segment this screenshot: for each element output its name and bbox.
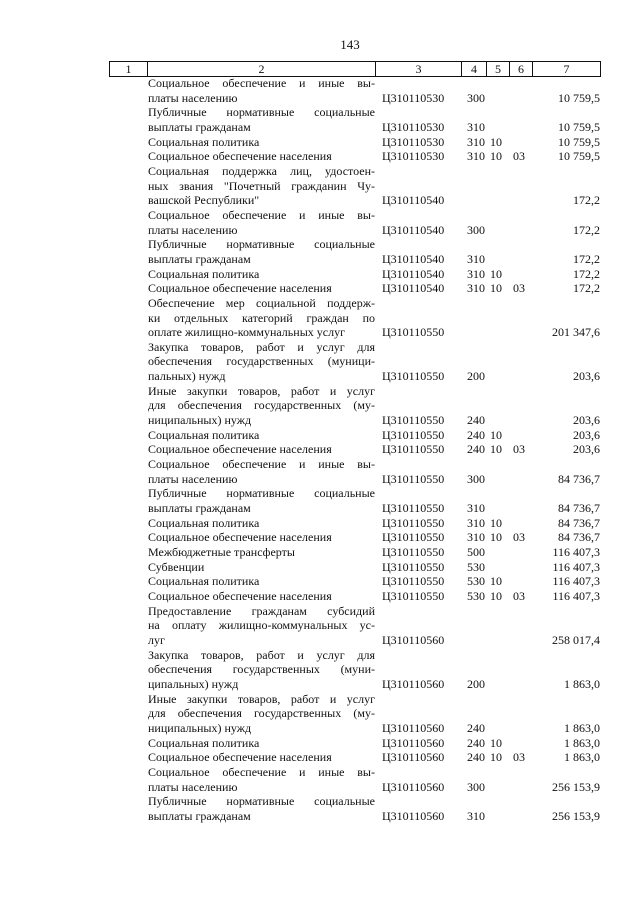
row-amount: 172,2 <box>573 266 600 281</box>
row-amount: 10 759,5 <box>558 134 600 149</box>
row-name <box>148 76 375 105</box>
row-name-line: Закупка товаров, работ и услуг для <box>148 647 375 662</box>
row-name-line: Социальное обеспечение населения <box>148 281 332 296</box>
header-col-2: 2 <box>148 62 376 77</box>
row-col5: 10 <box>490 281 502 296</box>
row-amount: 256 153,9 <box>552 808 600 823</box>
row-name-line: Закупка товаров, работ и услуг для <box>148 339 375 354</box>
row-col4: 300 <box>467 779 485 794</box>
row-col4: 240 <box>467 750 485 765</box>
row-col4: 530 <box>467 588 485 603</box>
row-name-line: Социальная политика <box>148 427 260 442</box>
table-row <box>0 296 640 340</box>
row-code: Ц310110540 <box>382 281 445 296</box>
row-name <box>148 648 375 692</box>
row-amount: 172,2 <box>573 193 600 208</box>
row-code: Ц310110550 <box>382 369 445 384</box>
row-name-line: обеспечения государственных (муни- <box>148 662 375 677</box>
table-row <box>0 135 640 150</box>
row-name-line: для обеспечения государственных (му- <box>148 706 375 721</box>
row-code: Ц310110540 <box>382 222 445 237</box>
row-col6: 03 <box>513 149 525 164</box>
row-col6: 03 <box>513 281 525 296</box>
row-name <box>148 442 375 457</box>
row-name <box>148 105 375 134</box>
row-name <box>148 736 375 751</box>
row-code: Ц310110540 <box>382 251 445 266</box>
row-col4: 310 <box>467 266 485 281</box>
table-row <box>0 105 640 134</box>
row-name-line: Социальная политика <box>148 134 260 149</box>
row-col4: 200 <box>467 369 485 384</box>
row-amount: 1 863,0 <box>564 750 600 765</box>
row-col6: 03 <box>513 588 525 603</box>
row-name-line: оплате жилищно-коммунальных услуг <box>148 325 345 340</box>
row-code: Ц310110560 <box>382 779 445 794</box>
table-header <box>109 61 601 77</box>
row-col5: 10 <box>490 427 502 442</box>
row-name-line: ных звания "Почетный гражданин Чу- <box>148 178 375 193</box>
row-name <box>148 428 375 443</box>
row-name-line: Публичные нормативные социальные <box>148 486 375 501</box>
row-col5: 10 <box>490 442 502 457</box>
row-name-line: Социальное обеспечение населения <box>148 149 332 164</box>
row-col4: 310 <box>467 134 485 149</box>
row-col5: 10 <box>490 266 502 281</box>
row-name <box>148 750 375 765</box>
table-row <box>0 267 640 282</box>
row-name <box>148 267 375 282</box>
row-name-line: Обеспечение мер социальной поддерж- <box>148 295 375 310</box>
table-row <box>0 76 640 105</box>
row-col6: 03 <box>513 750 525 765</box>
table-row <box>0 648 640 692</box>
row-col4: 310 <box>467 530 485 545</box>
row-name-line: Социальная политика <box>148 266 260 281</box>
row-name-line: Публичные нормативные социальные <box>148 794 375 809</box>
row-name-line: выплаты гражданам <box>148 501 251 516</box>
row-code: Ц310110550 <box>382 574 445 589</box>
row-amount: 172,2 <box>573 281 600 296</box>
table-row <box>0 516 640 531</box>
row-amount: 10 759,5 <box>558 90 600 105</box>
row-col4: 530 <box>467 559 485 574</box>
row-name <box>148 149 375 164</box>
row-name-line: Социальное обеспечение населения <box>148 588 332 603</box>
row-amount: 1 863,0 <box>564 720 600 735</box>
row-code: Ц310110560 <box>382 720 445 735</box>
row-col5: 10 <box>490 134 502 149</box>
row-col4: 310 <box>467 281 485 296</box>
table-row <box>0 442 640 457</box>
row-col4: 240 <box>467 427 485 442</box>
row-col4: 300 <box>467 90 485 105</box>
row-code: Ц310110560 <box>382 735 445 750</box>
row-name-line: Публичные нормативные социальные <box>148 237 375 252</box>
row-col4: 200 <box>467 676 485 691</box>
row-name-line: Иные закупки товаров, работ и услуг <box>148 691 375 706</box>
header-col-6: 6 <box>510 62 533 77</box>
row-code: Ц310110560 <box>382 632 445 647</box>
table-row <box>0 750 640 765</box>
header-col-7: 7 <box>533 62 601 77</box>
row-code: Ц310110550 <box>382 442 445 457</box>
row-col4: 530 <box>467 574 485 589</box>
row-name-line: платы населению <box>148 90 238 105</box>
header-col-4: 4 <box>462 62 487 77</box>
table-body <box>0 76 640 823</box>
row-name <box>148 281 375 296</box>
row-amount: 10 759,5 <box>558 119 600 134</box>
row-col4: 300 <box>467 222 485 237</box>
row-name-line: Предоставление гражданам субсидий <box>148 603 375 618</box>
row-col4: 300 <box>467 471 485 486</box>
table-row <box>0 574 640 589</box>
table-row <box>0 237 640 266</box>
row-amount: 203,6 <box>573 369 600 384</box>
row-name <box>148 765 375 794</box>
row-name-line: обеспечения государственных (муници- <box>148 354 375 369</box>
row-name-line: ципальных) нужд <box>148 676 239 691</box>
row-amount: 203,6 <box>573 442 600 457</box>
row-name-line: ки отдельных категорий граждан по <box>148 310 375 325</box>
row-col4: 500 <box>467 545 485 559</box>
row-name-line: Публичные нормативные социальные <box>148 105 375 120</box>
row-name <box>148 486 375 515</box>
row-code: Ц310110550 <box>382 559 445 574</box>
row-col4: 240 <box>467 735 485 750</box>
row-name <box>148 794 375 823</box>
row-name-line: Социальное обеспечение населения <box>148 530 332 545</box>
page-number: 143 <box>340 37 360 52</box>
table-row <box>0 589 640 604</box>
row-name <box>148 164 375 208</box>
row-name-line: Социальное обеспечение и иные вы- <box>148 207 375 222</box>
row-name-line: Социальная поддержка лиц, удостоен- <box>148 163 375 178</box>
table-row <box>0 765 640 794</box>
row-amount: 116 407,3 <box>552 545 600 559</box>
row-amount: 116 407,3 <box>552 559 600 574</box>
row-code: Ц310110550 <box>382 427 445 442</box>
row-name-line: Межбюджетные трансферты <box>148 545 295 559</box>
row-col5: 10 <box>490 735 502 750</box>
table-row <box>0 384 640 428</box>
row-name-line: ниципальных) нужд <box>148 720 252 735</box>
row-name <box>148 560 375 575</box>
row-name <box>148 135 375 150</box>
row-col4: 240 <box>467 720 485 735</box>
row-name <box>148 457 375 486</box>
row-name-line: на оплату жилищно-коммунальных ус- <box>148 618 375 633</box>
row-name-line: ниципальных) нужд <box>148 413 252 428</box>
row-name <box>148 237 375 266</box>
row-name-line: Социальное обеспечение и иные вы- <box>148 76 375 90</box>
row-col4: 310 <box>467 119 485 134</box>
row-code: Ц310110550 <box>382 413 445 428</box>
row-code: Ц310110550 <box>382 530 445 545</box>
table-row <box>0 560 640 575</box>
row-name <box>148 604 375 648</box>
row-name-line: платы населению <box>148 779 238 794</box>
row-name <box>148 574 375 589</box>
row-code: Ц310110550 <box>382 325 445 340</box>
row-name-line: Субвенции <box>148 559 205 574</box>
row-name <box>148 692 375 736</box>
row-name <box>148 208 375 237</box>
row-code: Ц310110530 <box>382 90 445 105</box>
row-code: Ц310110550 <box>382 588 445 603</box>
row-amount: 1 863,0 <box>564 676 600 691</box>
header-col-1: 1 <box>110 62 148 77</box>
row-col5: 10 <box>490 750 502 765</box>
row-amount: 172,2 <box>573 251 600 266</box>
row-code: Ц310110530 <box>382 119 445 134</box>
row-amount: 10 759,5 <box>558 149 600 164</box>
row-code: Ц310110550 <box>382 501 445 516</box>
row-name-line: пальных) нужд <box>148 369 226 384</box>
row-col6: 03 <box>513 442 525 457</box>
table-row <box>0 794 640 823</box>
row-name-line: Социальное обеспечение населения <box>148 750 332 765</box>
row-code: Ц310110560 <box>382 750 445 765</box>
row-amount: 84 736,7 <box>558 501 600 516</box>
row-col4: 310 <box>467 149 485 164</box>
row-name-line: луг <box>148 632 165 647</box>
row-amount: 201 347,6 <box>552 325 600 340</box>
table-row <box>0 164 640 208</box>
row-amount: 1 863,0 <box>564 735 600 750</box>
row-col5: 10 <box>490 530 502 545</box>
table-row <box>0 457 640 486</box>
row-name-line: Социальная политика <box>148 735 260 750</box>
row-name <box>148 530 375 545</box>
row-name-line: выплаты гражданам <box>148 808 251 823</box>
row-col4: 240 <box>467 442 485 457</box>
row-col4: 310 <box>467 501 485 516</box>
row-code: Ц310110560 <box>382 808 445 823</box>
row-code: Ц310110530 <box>382 134 445 149</box>
row-name-line: для обеспечения государственных (му- <box>148 398 375 413</box>
table-row <box>0 428 640 443</box>
row-name-line: Социальное обеспечение и иные вы- <box>148 764 375 779</box>
header-col-5: 5 <box>487 62 510 77</box>
table-row <box>0 530 640 545</box>
row-code: Ц310110550 <box>382 471 445 486</box>
row-amount: 116 407,3 <box>552 588 600 603</box>
row-code: Ц310110540 <box>382 193 445 208</box>
row-amount: 172,2 <box>573 222 600 237</box>
row-name-line: вашской Республики" <box>148 193 260 208</box>
table-row <box>0 604 640 648</box>
table-row <box>0 736 640 751</box>
row-amount: 84 736,7 <box>558 515 600 530</box>
row-code: Ц310110530 <box>382 149 445 164</box>
row-name-line: платы населению <box>148 471 238 486</box>
row-name <box>148 516 375 531</box>
row-code: Ц310110550 <box>382 515 445 530</box>
row-amount: 116 407,3 <box>552 574 600 589</box>
row-col4: 310 <box>467 251 485 266</box>
table-row <box>0 545 640 560</box>
row-col4: 310 <box>467 515 485 530</box>
row-name-line: Социальная политика <box>148 574 260 589</box>
row-amount: 203,6 <box>573 427 600 442</box>
row-col5: 10 <box>490 574 502 589</box>
row-col6: 03 <box>513 530 525 545</box>
row-name <box>148 340 375 384</box>
row-col5: 10 <box>490 149 502 164</box>
row-col4: 240 <box>467 413 485 428</box>
row-col5: 10 <box>490 515 502 530</box>
table-row <box>0 149 640 164</box>
row-amount: 203,6 <box>573 413 600 428</box>
row-name-line: Иные закупки товаров, работ и услуг <box>148 383 375 398</box>
row-name-line: Социальное обеспечение населения <box>148 442 332 457</box>
row-amount: 84 736,7 <box>558 530 600 545</box>
header-col-3: 3 <box>376 62 462 77</box>
row-amount: 84 736,7 <box>558 471 600 486</box>
table-row <box>0 486 640 515</box>
row-name-line: платы населению <box>148 222 238 237</box>
table-row <box>0 692 640 736</box>
row-name-line: Социальная политика <box>148 515 260 530</box>
row-name-line: выплаты гражданам <box>148 119 251 134</box>
table-row <box>0 208 640 237</box>
row-code: Ц310110550 <box>382 545 445 559</box>
row-amount: 256 153,9 <box>552 779 600 794</box>
row-col4: 310 <box>467 808 485 823</box>
row-code: Ц310110560 <box>382 676 445 691</box>
row-name-line: выплаты гражданам <box>148 251 251 266</box>
row-col5: 10 <box>490 588 502 603</box>
row-name <box>148 589 375 604</box>
table-row <box>0 281 640 296</box>
row-amount: 258 017,4 <box>552 632 600 647</box>
row-code: Ц310110540 <box>382 266 445 281</box>
row-name <box>148 296 375 340</box>
row-name <box>148 545 375 560</box>
table-row <box>0 340 640 384</box>
row-name <box>148 384 375 428</box>
row-name-line: Социальное обеспечение и иные вы- <box>148 457 375 472</box>
